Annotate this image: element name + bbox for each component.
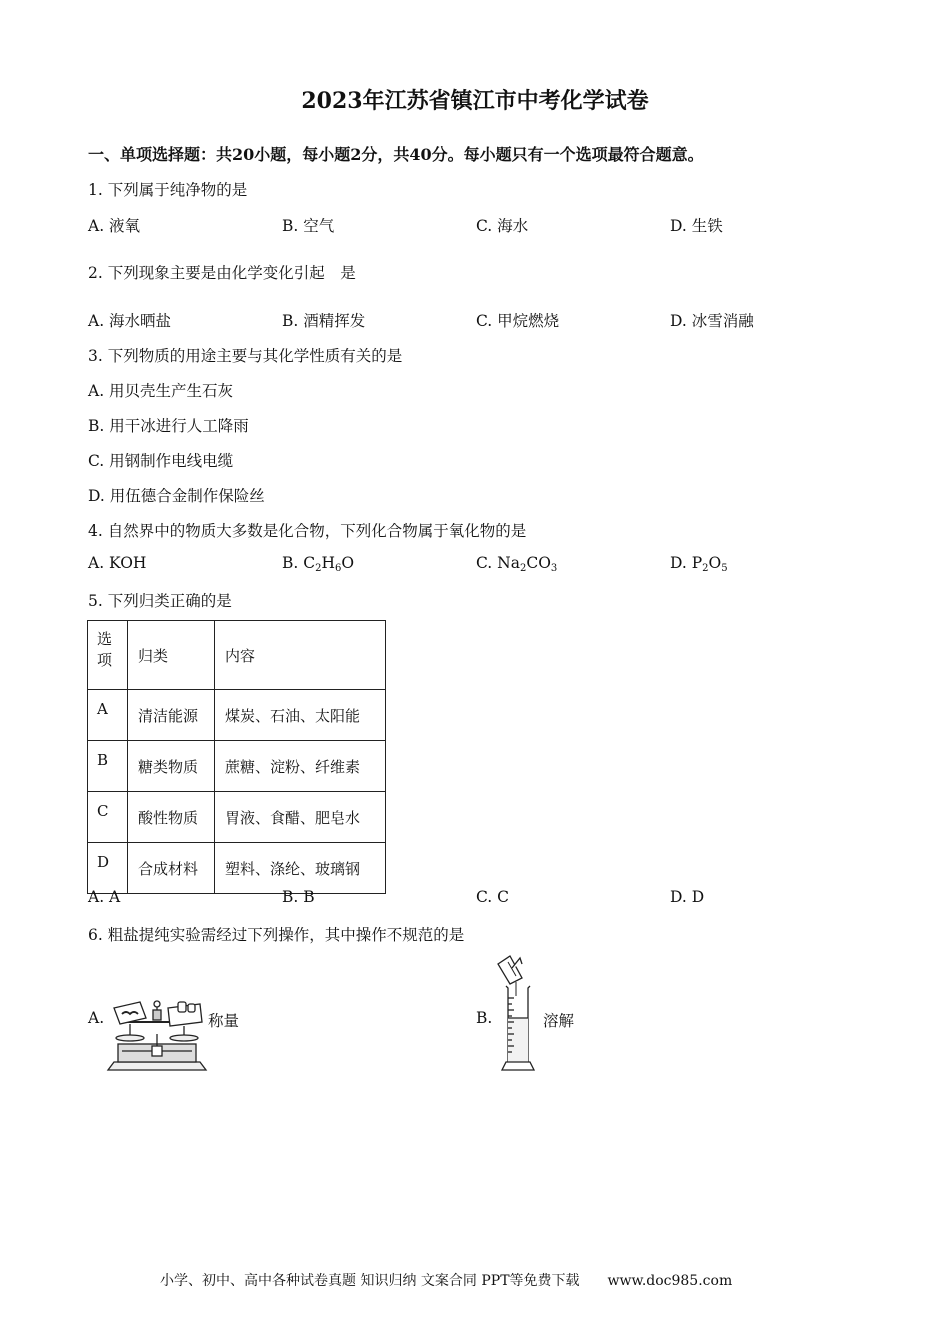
table-row (88, 690, 386, 741)
table-cell-option: D (88, 843, 128, 894)
table-cell-content: 塑料、涤纶、玻璃钢 (215, 843, 386, 894)
question-6-option-a-letter: A. (88, 1009, 105, 1027)
question-5-option-c: C. C (476, 888, 510, 906)
table-cell-category: 合成材料 (128, 843, 215, 894)
question-1-stem: 1. 下列属于纯净物的是 (88, 181, 248, 199)
question-2-option-b: B. 酒精挥发 (282, 312, 366, 330)
question-4-option-b: B. $C_2H_6O$ (282, 554, 355, 574)
table-row (88, 792, 386, 843)
question-5-option-a: A. A (88, 888, 121, 906)
question-2-option-c: C. 甲烷燃烧 (476, 312, 560, 330)
graduated-cylinder-icon (494, 954, 544, 1074)
table-row (88, 843, 386, 894)
table-cell-category: 糖类物质 (128, 741, 215, 792)
header-option: 选 项 (88, 621, 128, 690)
question-2-stem: 2. 下列现象主要是由化学变化引起 是 (88, 264, 356, 282)
table-cell-category: 酸性物质 (128, 792, 215, 843)
classification-table (87, 620, 386, 894)
balance-scale-icon (104, 996, 210, 1072)
question-2-option-d: D. 冰雪消融 (670, 312, 754, 330)
question-2-option-a: A. 海水晒盐 (88, 312, 172, 330)
question-3-option-b: B. 用干冰进行人工降雨 (88, 417, 249, 435)
question-4-stem: 4. 自然界中的物质大多数是化合物，下列化合物属于氧化物的是 (88, 522, 527, 540)
question-6-option-a-label: 称量 (208, 1012, 240, 1030)
question-1-option-d: D. 生铁 (670, 217, 723, 235)
question-5-stem: 5. 下列归类正确的是 (88, 592, 232, 610)
header-content: 内容 (215, 621, 386, 690)
page-title: 2023年江苏省镇江市中考化学试卷 (301, 88, 649, 114)
table-header-row (88, 621, 386, 690)
page-footer: 小学、初中、高中各种试卷真题 知识归纳 文案合同 PPT等免费下载 www.doc985.com (160, 1273, 733, 1289)
question-5-option-d: D. D (670, 888, 705, 906)
question-6-option-b-letter: B. (476, 1009, 493, 1027)
question-6-option-b-label: 溶解 (543, 1012, 575, 1030)
table-row (88, 741, 386, 792)
table-cell-content: 胃液、食醋、肥皂水 (215, 792, 386, 843)
table-cell-option: A (88, 690, 128, 741)
table-cell-content: 煤炭、石油、太阳能 (215, 690, 386, 741)
section-heading: 一、单项选择题：共20小题，每小题2分，共40分。每小题只有一个选项最符合题意。 (88, 145, 704, 164)
question-1-option-b: B. 空气 (282, 217, 335, 235)
question-3-option-d: D. 用伍德合金制作保险丝 (88, 487, 265, 505)
question-4-option-d: D. $P_2O_5$ (670, 554, 728, 574)
table-cell-option: C (88, 792, 128, 843)
question-4-option-c: C. $Na_2CO_3$ (476, 554, 558, 574)
table-cell-option: B (88, 741, 128, 792)
question-3-option-c: C. 用钢制作电线电缆 (88, 452, 234, 470)
question-6-stem: 6. 粗盐提纯实验需经过下列操作，其中操作不规范的是 (88, 926, 465, 944)
header-category: 归类 (128, 621, 215, 690)
question-1-option-a: A. 液氧 (88, 217, 141, 235)
question-5-option-b: B. B (282, 888, 315, 906)
question-3-option-a: A. 用贝壳生产生石灰 (88, 382, 234, 400)
question-3-stem: 3. 下列物质的用途主要与其化学性质有关的是 (88, 347, 403, 365)
table-cell-content: 蔗糖、淀粉、纤维素 (215, 741, 386, 792)
question-1-option-c: C. 海水 (476, 217, 529, 235)
question-4-option-a: A. KOH (88, 554, 147, 572)
table-cell-category: 清洁能源 (128, 690, 215, 741)
